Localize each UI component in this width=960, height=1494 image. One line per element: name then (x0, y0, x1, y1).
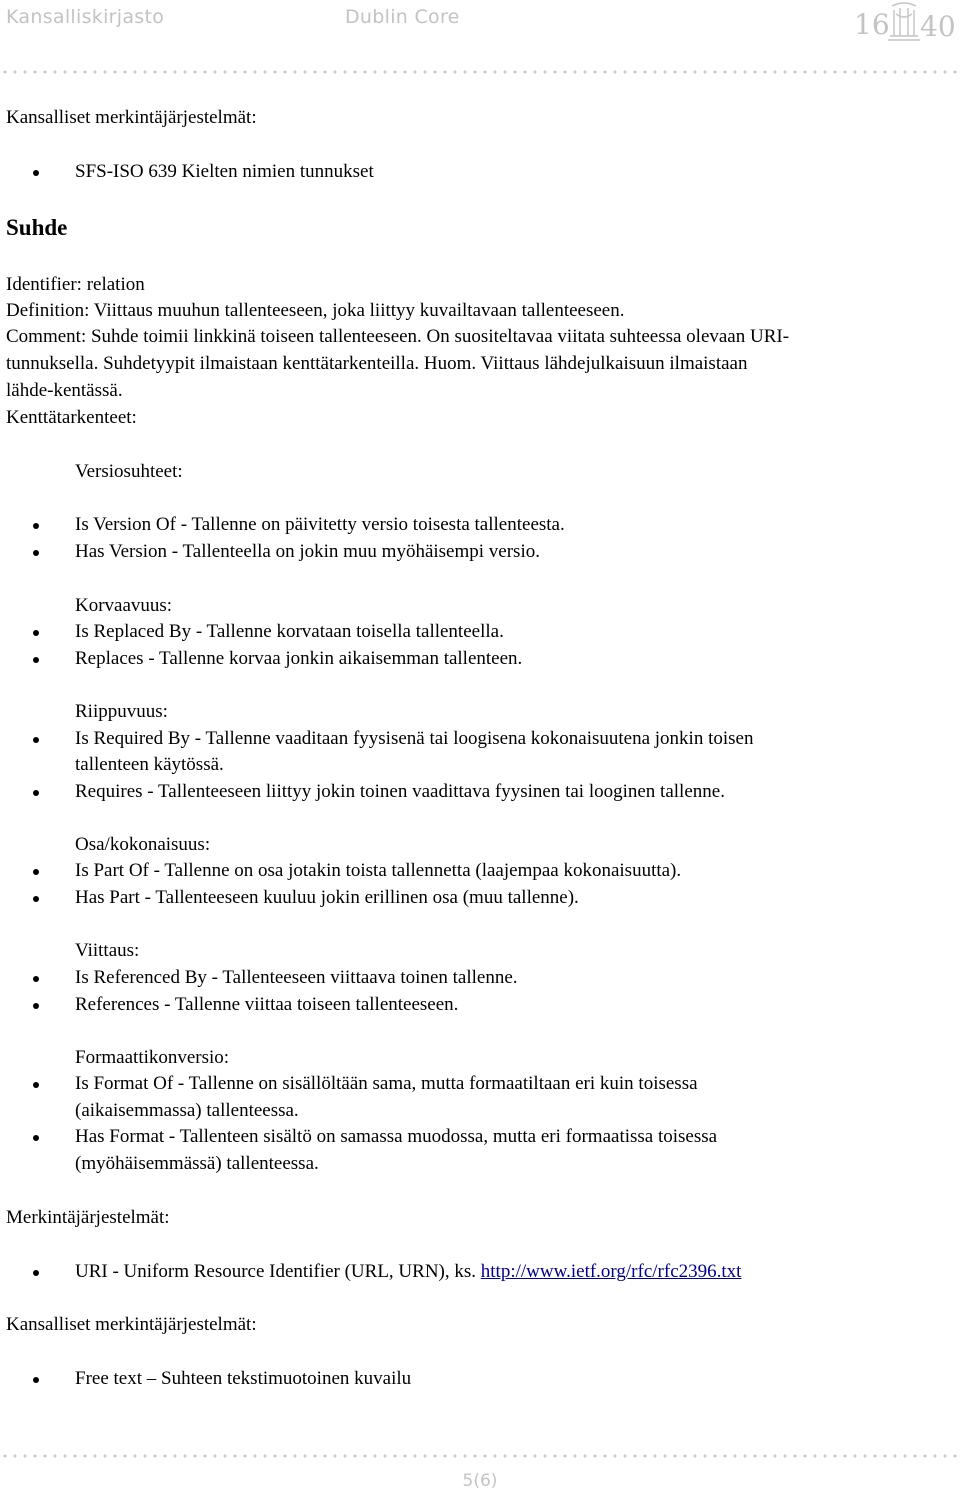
group-label-requirement: Riippuvuus: (75, 701, 168, 722)
scheme-item-text: URI - Uniform Resource Identifier (URL, URN), ks. (75, 1261, 477, 1282)
bullet-icon (33, 976, 39, 982)
comment-line-2: tunnuksella. Suhdetyypit ilmaistaan kenttätarkenteilla. Huom. Viittaus lähdejulkaisuun ilmaistaan (6, 353, 748, 374)
group-label-part-whole: Osa/kokonaisuus: (75, 834, 211, 855)
header-divider (0, 69, 960, 75)
group-label-format: Formaattikonversio: (75, 1047, 230, 1068)
group-label-version: Versiosuhteet: (75, 461, 183, 482)
group-label-replacement: Korvaavuus: (75, 595, 173, 616)
national-schemes-label: Kansalliset merkintäjärjestelmät: (6, 1314, 257, 1335)
section-title: Suhde (6, 215, 68, 240)
logo-text-right: 40 (920, 10, 956, 43)
rfc2396-link[interactable]: http://www.ietf.org/rfc/rfc2396.txt (480, 1261, 742, 1282)
header-organization: Kansalliskirjasto (6, 6, 165, 28)
national-schemes-label-top: Kansalliset merkintäjärjestelmät: (6, 107, 257, 128)
bullet-icon (33, 1270, 39, 1276)
bullet-icon (33, 1003, 39, 1009)
qualifiers-label: Kenttätarkenteet: (6, 407, 137, 428)
bullet-icon (33, 1082, 39, 1088)
list-item-continuation: (aikaisemmassa) tallenteessa. (75, 1100, 299, 1121)
identifier-line: Identifier: relation (6, 274, 145, 295)
bullet-icon (33, 1377, 39, 1383)
bullet-icon (33, 630, 39, 636)
list-item-continuation: tallenteen käytössä. (75, 754, 224, 775)
university-logo (852, 0, 956, 44)
list-item-continuation: (myöhäisemmässä) tallenteessa. (75, 1153, 319, 1174)
footer-divider (0, 1453, 960, 1459)
comment-line-3: lähde-kentässä. (6, 380, 123, 401)
header-document-title: Dublin Core (345, 6, 460, 28)
comment-line-1: Comment: Suhde toimii linkkinä toiseen tallenteeseen. On suositeltavaa viitata suhteessa olevaan URI- (6, 326, 790, 347)
bullet-icon (33, 1135, 39, 1141)
definition-line: Definition: Viittaus muuhun tallenteeseen, joka liittyy kuvailtavaan tallenteeseen. (6, 300, 625, 321)
logo-text-left: 16 (854, 8, 890, 41)
bullet-icon (33, 523, 39, 529)
bullet-icon (33, 737, 39, 743)
page-number: 5(6) (462, 1471, 498, 1491)
group-label-reference: Viittaus: (75, 940, 140, 961)
bullet-icon (33, 550, 39, 556)
bullet-icon (33, 170, 39, 176)
bullet-icon (33, 869, 39, 875)
bullet-icon (33, 896, 39, 902)
schemes-label: Merkintäjärjestelmät: (6, 1207, 170, 1228)
bullet-icon (33, 790, 39, 796)
bullet-icon (33, 657, 39, 663)
